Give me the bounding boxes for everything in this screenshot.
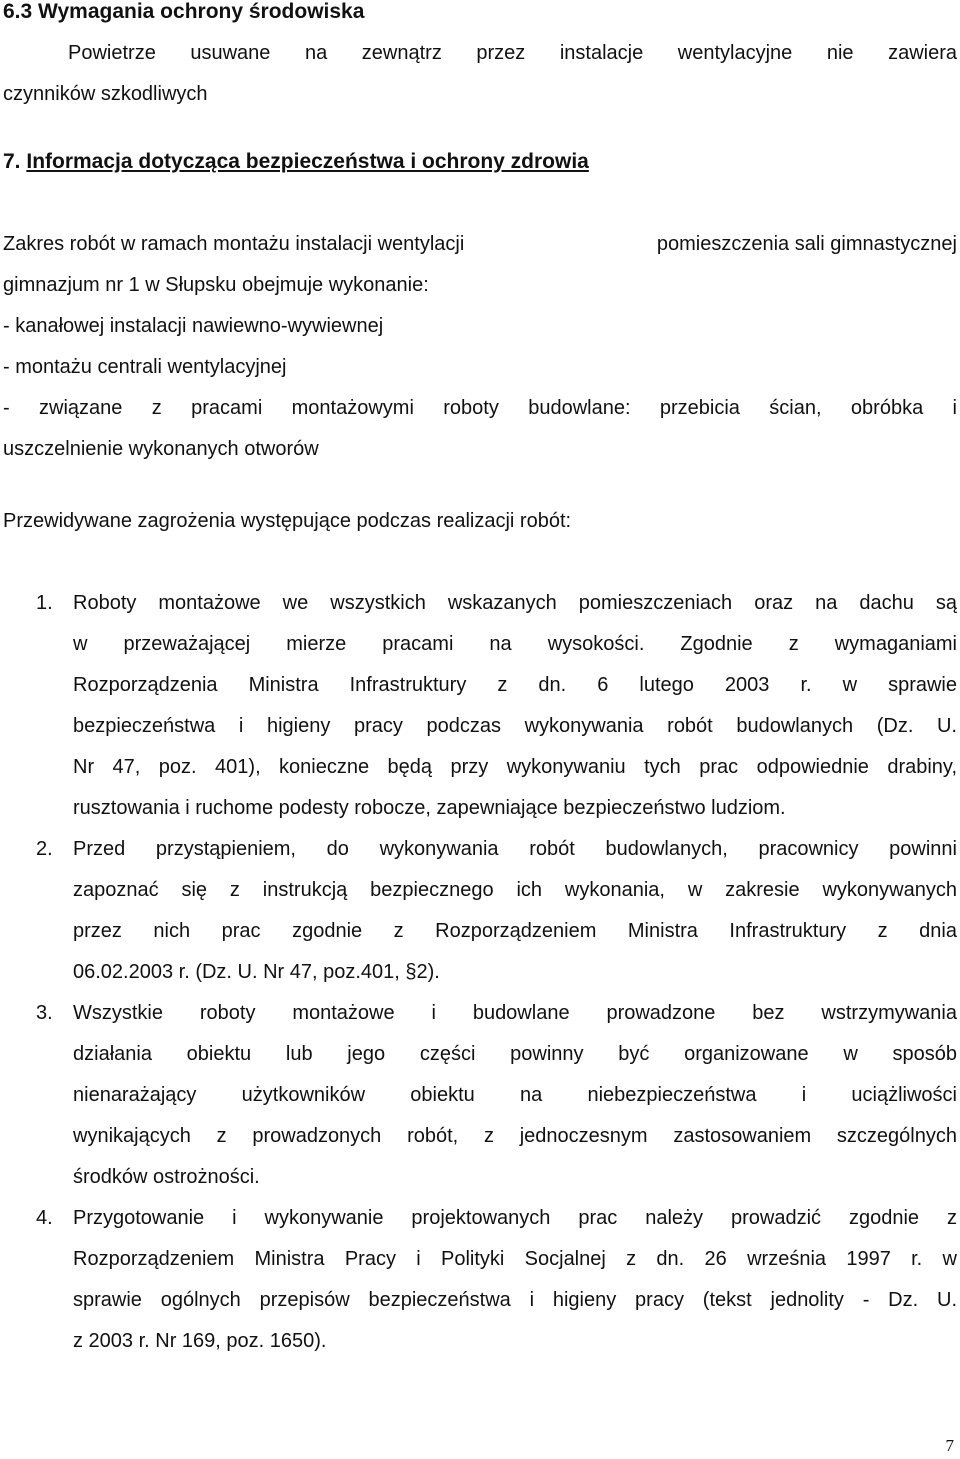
paragraph-line: Powietrze usuwane na zewnątrz przez instalacje wentylacyjne nie zawiera bbox=[68, 42, 957, 64]
list-item-line: Przed przystąpieniem, do wykonywania robót budowlanych, pracownicy powinni bbox=[73, 838, 957, 860]
list-item-line: Wszystkie roboty montażowe i budowlane prowadzone bez wstrzymywania bbox=[73, 1002, 957, 1024]
hazards-heading-text: Przewidywane zagrożenia występujące podczas realizacji robót: bbox=[3, 510, 572, 532]
list-item-text bbox=[73, 993, 957, 1198]
scope-bullet-2: - montażu centrali wentylacyjnej bbox=[3, 356, 287, 378]
list-item-line: Przygotowanie i wykonywanie projektowanych prac należy prowadzić zgodnie z bbox=[73, 1207, 957, 1229]
list-item-line: bezpieczeństwa i higieny pracy podczas wykonywania robót budowlanych (Dz. U. bbox=[73, 715, 957, 737]
scope-bullet-1: - kanałowej instalacji nawiewno-wywiewnej bbox=[3, 315, 384, 337]
section-7-title: Informacja dotycząca bezpieczeństwa i ochrony zdrowia bbox=[26, 150, 589, 173]
list-item-text bbox=[73, 829, 957, 993]
list-item-line: sprawie ogólnych przepisów bezpieczeństwa i higieny pracy (tekst jednolity - Dz. U. bbox=[73, 1289, 957, 1311]
list-item-line: nienarażający użytkowników obiektu na niebezpieczeństwa i uciążliwości bbox=[73, 1084, 957, 1106]
list-item-line: Rozporządzeniem Ministra Pracy i Polityki Socjalnej z dn. 26 września 1997 r. w bbox=[73, 1248, 957, 1270]
scope-bullet-3-line-1: - związane z pracami montażowymi roboty budowlane: przebicia ścian, obróbka i bbox=[3, 397, 957, 419]
scope-paragraph bbox=[3, 224, 957, 470]
list-item-line: Rozporządzenia Ministra Infrastruktury z dn. 6 lutego 2003 r. w sprawie bbox=[73, 674, 957, 696]
hazards-heading bbox=[3, 501, 571, 542]
list-item-line: 06.02.2003 r. (Dz. U. Nr 47, poz.401, §2). bbox=[73, 961, 440, 983]
scope-line-1 bbox=[3, 224, 957, 265]
list-item-line: z 2003 r. Nr 169, poz. 1650). bbox=[73, 1330, 327, 1352]
list-item-line: działania obiektu lub jego części powinny być organizowane w sposób bbox=[73, 1043, 957, 1065]
section-6-3-paragraph-cont bbox=[3, 74, 208, 115]
list-item-line: rusztowania i ruchome podesty robocze, zapewniające bezpieczeństwo ludziom. bbox=[73, 797, 786, 819]
list-item-line: wynikających z prowadzonych robót, z jednoczesnym zastosowaniem szczególnych bbox=[73, 1125, 957, 1147]
section-6-3-paragraph bbox=[68, 33, 957, 74]
list-item-line: środków ostrożności. bbox=[73, 1166, 260, 1188]
scope-bullet-3-line-2: uszczelnienie wykonanych otworów bbox=[3, 438, 319, 460]
list-item-number: 4. bbox=[36, 1207, 53, 1229]
list-item-line: w przeważającej mierze pracami na wysokości. Zgodnie z wymaganiami bbox=[73, 633, 957, 655]
scope-line-1-right: pomieszczenia sali gimnastycznej bbox=[656, 233, 957, 255]
list-item-text bbox=[73, 1198, 957, 1362]
list-item-line: przez nich prac zgodnie z Rozporządzeniem Ministra Infrastruktury z dnia bbox=[73, 920, 957, 942]
list-item-line: Roboty montażowe we wszystkich wskazanych pomieszczeniach oraz na dachu są bbox=[73, 592, 957, 614]
list-item-number: 2. bbox=[36, 838, 53, 860]
scope-line-1-left: Zakres robót w ramach montażu instalacji wentylacji bbox=[3, 233, 465, 255]
list-item-number: 3. bbox=[36, 1002, 53, 1024]
page-number: 7 bbox=[945, 1436, 954, 1455]
list-item-line: zapoznać się z instrukcją bezpiecznego ich wykonania, w zakresie wykonywanych bbox=[73, 879, 957, 901]
list-item-text bbox=[73, 583, 957, 829]
section-6-3-heading: 6.3 Wymagania ochrony środowiska bbox=[3, 0, 365, 23]
scope-line-2: gimnazjum nr 1 w Słupsku obejmuje wykonanie: bbox=[3, 274, 429, 296]
section-7-number: 7. bbox=[3, 150, 21, 173]
list-item-number: 1. bbox=[36, 592, 53, 614]
section-7-heading bbox=[3, 148, 589, 176]
list-item-line: Nr 47, poz. 401), konieczne będą przy wykonywaniu tych prac odpowiednie drabiny, bbox=[73, 756, 957, 778]
paragraph-line: czynników szkodliwych bbox=[3, 83, 208, 105]
